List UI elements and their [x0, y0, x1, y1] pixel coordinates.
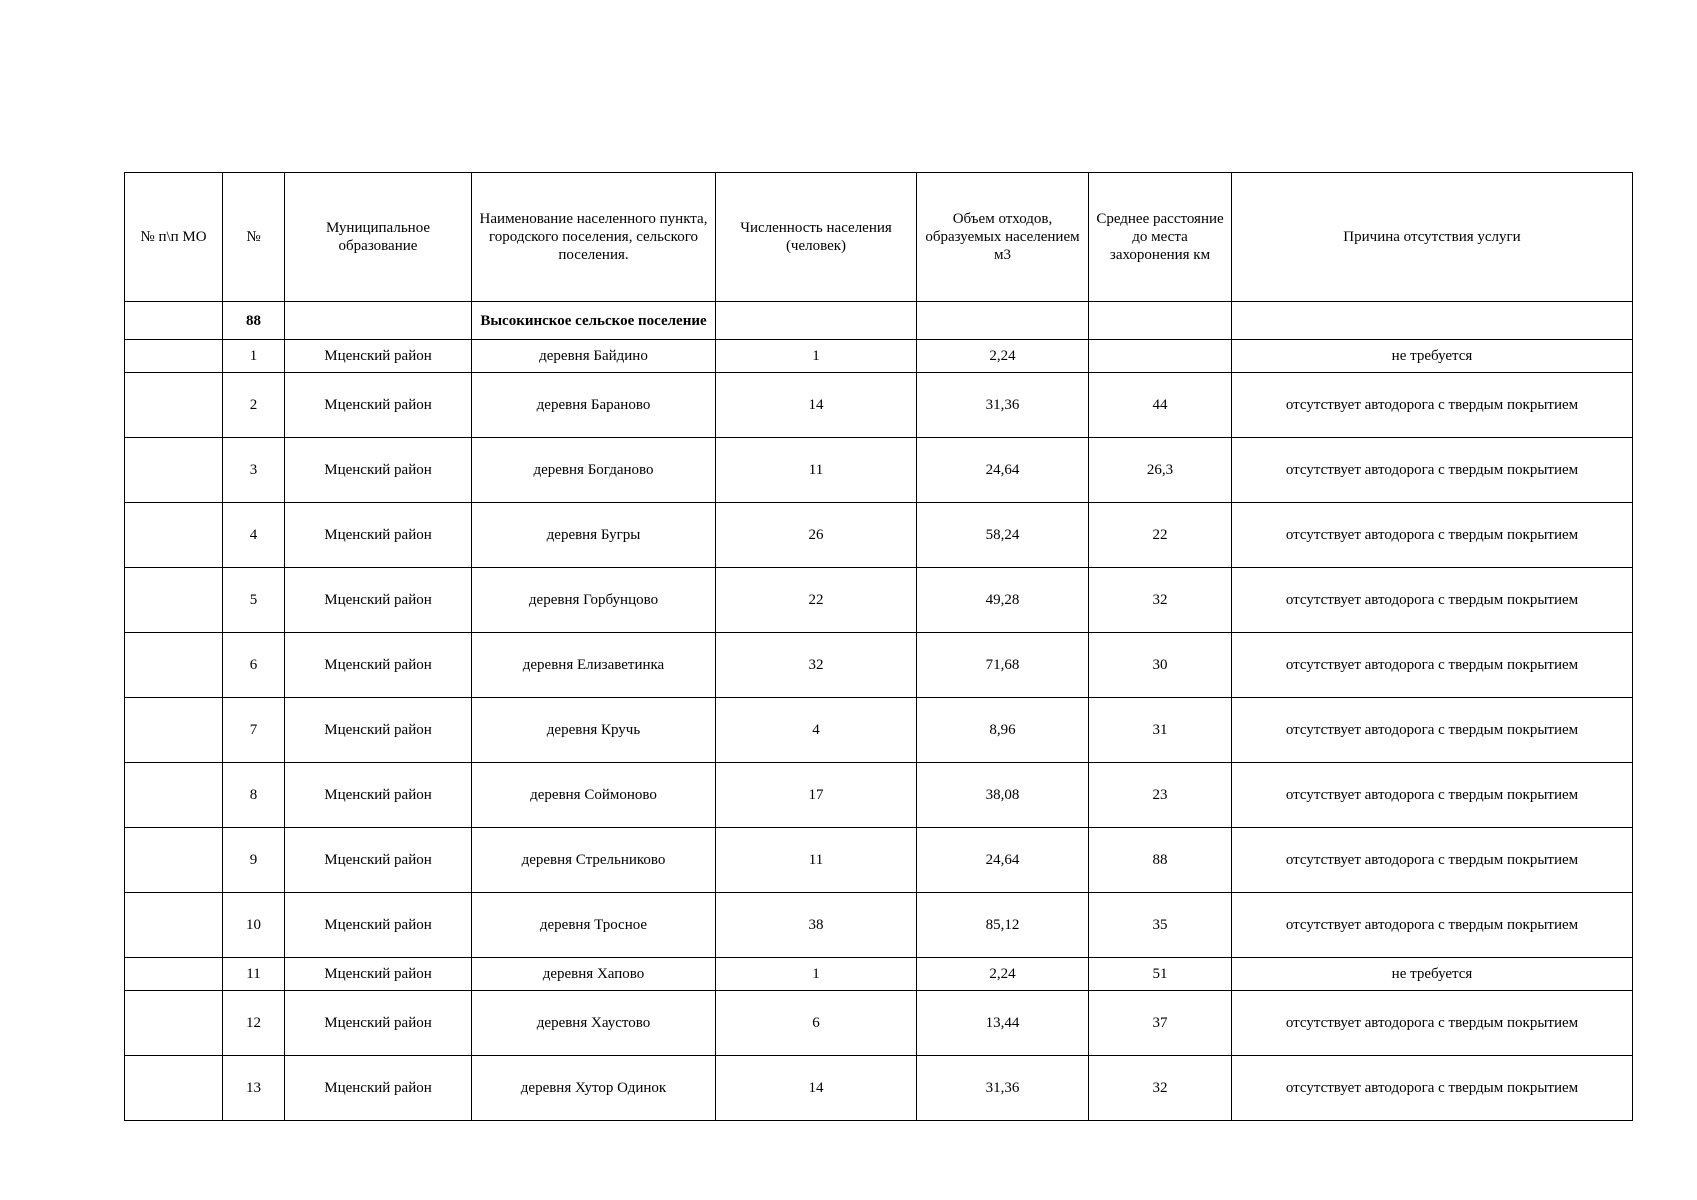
cell-population: 14	[716, 1056, 917, 1121]
cell-municipality: Мценский район	[285, 633, 472, 698]
cell-number: 1	[223, 340, 285, 373]
cell-number: 10	[223, 893, 285, 958]
cell-number: 2	[223, 373, 285, 438]
cell-population: 26	[716, 503, 917, 568]
cell-settlement-name: деревня Хаустово	[472, 991, 716, 1056]
cell-waste-volume: 2,24	[917, 958, 1089, 991]
cell-settlement-name: деревня Соймоново	[472, 763, 716, 828]
cell-municipality: Мценский район	[285, 893, 472, 958]
cell-waste-volume: 31,36	[917, 373, 1089, 438]
section-cell-empty	[1089, 302, 1232, 340]
cell-population: 1	[716, 340, 917, 373]
section-number: 88	[223, 302, 285, 340]
cell-number: 11	[223, 958, 285, 991]
cell-reason: отсутствует автодорога с твердым покрытием	[1232, 828, 1633, 893]
cell-mo-number	[125, 991, 223, 1056]
cell-waste-volume: 24,64	[917, 438, 1089, 503]
cell-reason: отсутствует автодорога с твердым покрытием	[1232, 373, 1633, 438]
cell-population: 1	[716, 958, 917, 991]
cell-distance: 30	[1089, 633, 1232, 698]
header-number: №	[223, 173, 285, 302]
cell-municipality: Мценский район	[285, 503, 472, 568]
cell-settlement-name: деревня Хапово	[472, 958, 716, 991]
cell-municipality: Мценский район	[285, 438, 472, 503]
cell-reason: отсутствует автодорога с твердым покрытием	[1232, 1056, 1633, 1121]
table-row	[125, 763, 1633, 828]
section-cell-empty	[125, 302, 223, 340]
cell-population: 11	[716, 438, 917, 503]
cell-reason: не требуется	[1232, 958, 1633, 991]
cell-number: 8	[223, 763, 285, 828]
table-row	[125, 698, 1633, 763]
cell-mo-number	[125, 698, 223, 763]
cell-distance: 26,3	[1089, 438, 1232, 503]
cell-mo-number	[125, 373, 223, 438]
cell-distance: 32	[1089, 1056, 1232, 1121]
cell-settlement-name: деревня Бараново	[472, 373, 716, 438]
section-name: Высокинское сельское поселение	[472, 302, 716, 340]
cell-reason: отсутствует автодорога с твердым покрытием	[1232, 893, 1633, 958]
cell-reason: отсутствует автодорога с твердым покрытием	[1232, 991, 1633, 1056]
table-row	[125, 893, 1633, 958]
cell-municipality: Мценский район	[285, 991, 472, 1056]
cell-waste-volume: 58,24	[917, 503, 1089, 568]
cell-waste-volume: 38,08	[917, 763, 1089, 828]
cell-municipality: Мценский район	[285, 373, 472, 438]
cell-waste-volume: 24,64	[917, 828, 1089, 893]
cell-number: 6	[223, 633, 285, 698]
cell-municipality: Мценский район	[285, 958, 472, 991]
table-row	[125, 1056, 1633, 1121]
cell-settlement-name: деревня Кручь	[472, 698, 716, 763]
section-cell-empty	[716, 302, 917, 340]
cell-mo-number	[125, 503, 223, 568]
cell-distance: 44	[1089, 373, 1232, 438]
cell-population: 38	[716, 893, 917, 958]
cell-mo-number	[125, 763, 223, 828]
cell-waste-volume: 49,28	[917, 568, 1089, 633]
cell-municipality: Мценский район	[285, 763, 472, 828]
cell-population: 14	[716, 373, 917, 438]
cell-settlement-name: деревня Бугры	[472, 503, 716, 568]
cell-number: 5	[223, 568, 285, 633]
cell-settlement-name: деревня Елизаветинка	[472, 633, 716, 698]
cell-reason: не требуется	[1232, 340, 1633, 373]
section-cell-empty	[285, 302, 472, 340]
cell-distance: 31	[1089, 698, 1232, 763]
table-row	[125, 503, 1633, 568]
cell-municipality: Мценский район	[285, 698, 472, 763]
cell-population: 4	[716, 698, 917, 763]
cell-population: 11	[716, 828, 917, 893]
cell-reason: отсутствует автодорога с твердым покрытием	[1232, 633, 1633, 698]
section-cell-empty	[917, 302, 1089, 340]
cell-waste-volume: 8,96	[917, 698, 1089, 763]
header-settlement-name: Наименование населенного пункта, городского поселения, сельского поселения.	[472, 173, 716, 302]
cell-number: 4	[223, 503, 285, 568]
cell-distance	[1089, 340, 1232, 373]
cell-population: 22	[716, 568, 917, 633]
cell-number: 7	[223, 698, 285, 763]
cell-settlement-name: деревня Тросное	[472, 893, 716, 958]
cell-distance: 22	[1089, 503, 1232, 568]
cell-distance: 88	[1089, 828, 1232, 893]
cell-municipality: Мценский район	[285, 568, 472, 633]
cell-reason: отсутствует автодорога с твердым покрытием	[1232, 763, 1633, 828]
cell-waste-volume: 31,36	[917, 1056, 1089, 1121]
cell-settlement-name: деревня Стрельниково	[472, 828, 716, 893]
header-waste-volume: Объем отходов, образуемых населением м3	[917, 173, 1089, 302]
cell-distance: 23	[1089, 763, 1232, 828]
cell-municipality: Мценский район	[285, 828, 472, 893]
cell-settlement-name: деревня Горбунцово	[472, 568, 716, 633]
cell-population: 6	[716, 991, 917, 1056]
cell-settlement-name: деревня Байдино	[472, 340, 716, 373]
table-row	[125, 828, 1633, 893]
table-row	[125, 633, 1633, 698]
header-municipality: Муниципальное образование	[285, 173, 472, 302]
cell-mo-number	[125, 828, 223, 893]
cell-reason: отсутствует автодорога с твердым покрытием	[1232, 438, 1633, 503]
table-row	[125, 991, 1633, 1056]
cell-distance: 51	[1089, 958, 1232, 991]
cell-number: 12	[223, 991, 285, 1056]
table-row	[125, 568, 1633, 633]
table-row	[125, 438, 1633, 503]
header-mo-number: № п\п МО	[125, 173, 223, 302]
header-reason: Причина отсутствия услуги	[1232, 173, 1633, 302]
cell-reason: отсутствует автодорога с твердым покрытием	[1232, 698, 1633, 763]
cell-number: 3	[223, 438, 285, 503]
table-row	[125, 958, 1633, 991]
cell-distance: 35	[1089, 893, 1232, 958]
header-population: Численность населения (человек)	[716, 173, 917, 302]
cell-number: 13	[223, 1056, 285, 1121]
cell-mo-number	[125, 340, 223, 373]
cell-distance: 37	[1089, 991, 1232, 1056]
cell-settlement-name: деревня Богданово	[472, 438, 716, 503]
header-distance: Среднее расстояние до места захоронения км	[1089, 173, 1232, 302]
cell-reason: отсутствует автодорога с твердым покрытием	[1232, 568, 1633, 633]
cell-mo-number	[125, 958, 223, 991]
cell-waste-volume: 13,44	[917, 991, 1089, 1056]
section-row	[125, 302, 1633, 340]
cell-waste-volume: 71,68	[917, 633, 1089, 698]
cell-mo-number	[125, 568, 223, 633]
settlements-table	[124, 172, 1633, 1121]
cell-distance: 32	[1089, 568, 1232, 633]
cell-municipality: Мценский район	[285, 340, 472, 373]
cell-mo-number	[125, 893, 223, 958]
cell-mo-number	[125, 633, 223, 698]
cell-population: 17	[716, 763, 917, 828]
cell-mo-number	[125, 438, 223, 503]
table-row	[125, 340, 1633, 373]
cell-settlement-name: деревня Хутор Одинок	[472, 1056, 716, 1121]
cell-mo-number	[125, 1056, 223, 1121]
cell-number: 9	[223, 828, 285, 893]
cell-municipality: Мценский район	[285, 1056, 472, 1121]
table-row	[125, 373, 1633, 438]
cell-reason: отсутствует автодорога с твердым покрытием	[1232, 503, 1633, 568]
cell-population: 32	[716, 633, 917, 698]
cell-waste-volume: 2,24	[917, 340, 1089, 373]
section-cell-empty	[1232, 302, 1633, 340]
cell-waste-volume: 85,12	[917, 893, 1089, 958]
header-row	[125, 173, 1633, 302]
